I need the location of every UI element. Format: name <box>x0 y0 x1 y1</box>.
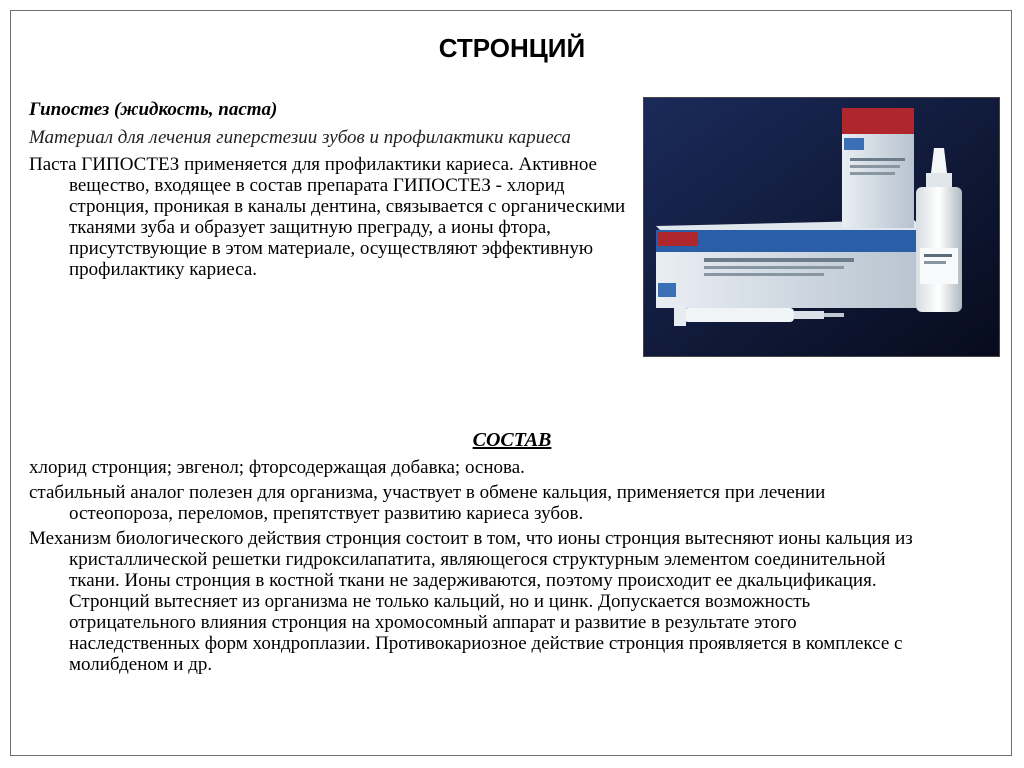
composition-paragraph: хлорид стронция; эвгенол; фторсодержащая добавка; основа. <box>29 457 525 478</box>
product-heading: Гипостез (жидкость, паста) <box>29 99 278 120</box>
product-subtitle: Материал для лечения гиперстезии зубов и профилактики кариеса <box>29 127 571 148</box>
page-title: СТРОНЦИЙ <box>438 33 586 63</box>
composition-heading: СОСТАВ <box>472 429 552 451</box>
slide <box>10 10 1012 756</box>
liquid-box <box>842 108 914 228</box>
composition-block <box>29 457 929 679</box>
product-description: Паста ГИПОСТЕЗ применяется для профилактики кариеса. Активное вещество, входящее в состав препарата ГИПОСТЕЗ - хлорид стронция, проникая в каналы дентина, связывается с органическими тканями зуба и образует защитную преграду, а ионы фтора, присутствующие в этом материале, осуществляют эффективную профилактику кариеса. <box>29 154 626 280</box>
product-photo-illustration <box>644 98 999 356</box>
paste-box <box>656 220 926 308</box>
product-info <box>29 99 629 286</box>
composition-paragraph: стабильный аналог полезен для организма, участвует в обмене кальция, применяется при лечении остеопороза, переломов, препятствует развитию кариеса зубов. <box>29 482 826 524</box>
composition-paragraph: Механизм биологического действия стронция состоит в том, что ионы стронция вытесняют ионы кальция из кристаллической решетки гидроксилапатита, являющегося структурным элементом соединительной ткани. Ионы стронция в костной ткани не задерживаются, поэтому происходит ее дкальцификация. Стронций вытесняет из организма не только кальций, но и цинк. Допускается возможность отрицательного влияния стронция на хромосомный аппарат и развитие в результате этого наследственных форм хондроплазии. Противокариозное действие стронция проявляется в комплексе с молибденом и др. <box>29 528 913 675</box>
product-photo <box>643 97 1000 357</box>
